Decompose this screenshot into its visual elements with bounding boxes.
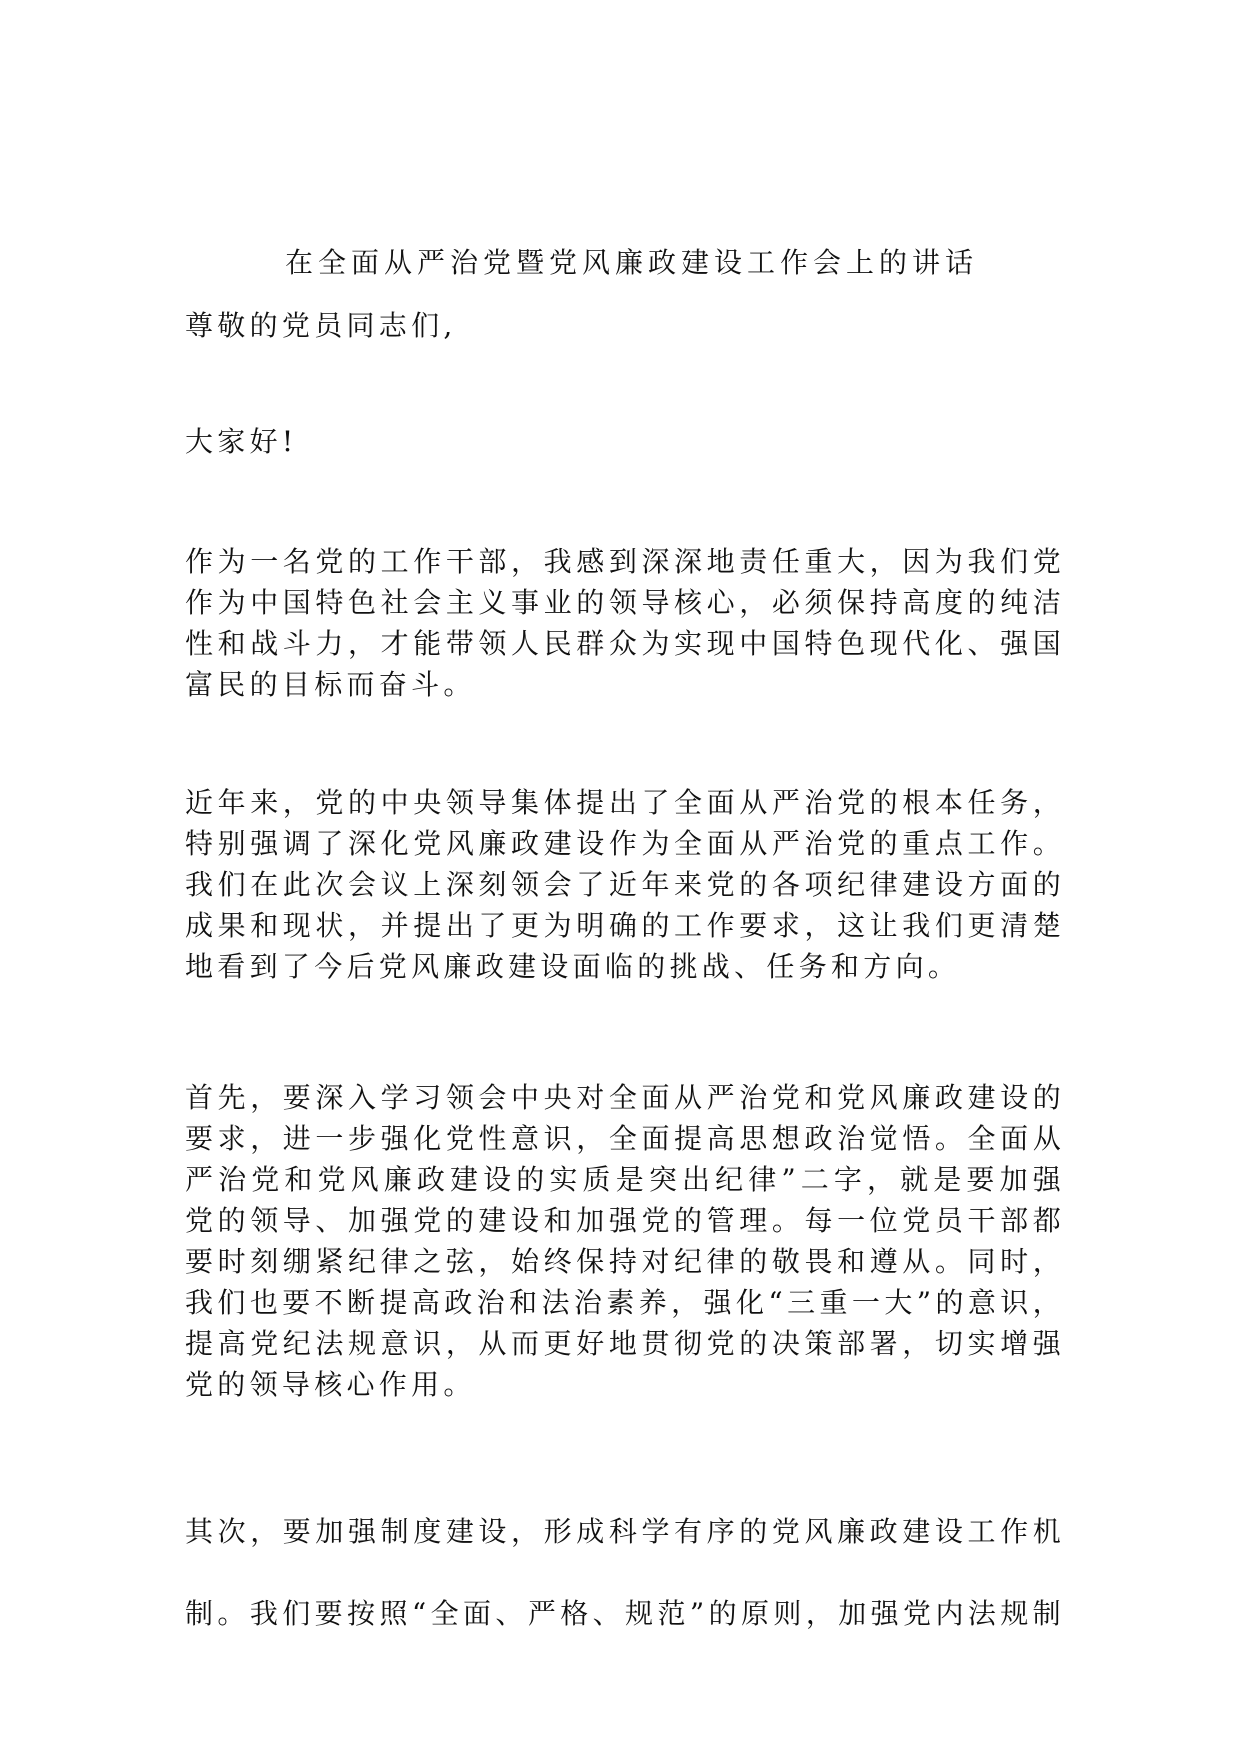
- paragraph-line: 党的领导核心作用。: [185, 1368, 476, 1401]
- paragraph-line: 富民的目标而奋斗。: [185, 668, 476, 701]
- paragraph-line: 作为中国特色社会主义事业的领导核心，必须保持高度的纯洁: [185, 586, 1065, 619]
- paragraph-1: [185, 541, 1065, 705]
- paragraph-line: 严治党和党风廉政建设的实质是突出纪律”二字，就是要加强: [185, 1163, 1065, 1196]
- paragraph-line: 近年来，党的中央领导集体提出了全面从严治党的根本任务，: [185, 786, 1065, 819]
- greeting-text: 尊敬的党员同志们,: [185, 309, 457, 342]
- paragraph-line: 其次，要加强制度建设，形成科学有序的党风廉政建设工作机: [185, 1515, 1065, 1548]
- paragraph-line: 性和战斗力，才能带领人民群众为实现中国特色现代化、强国: [185, 627, 1065, 660]
- paragraph-4: [185, 1491, 1065, 1655]
- paragraph-2: [185, 782, 1065, 987]
- document-title: 在全面从严治党暨党风廉政建设工作会上的讲话: [285, 246, 979, 279]
- paragraph-3: [185, 1077, 1065, 1405]
- paragraph-line: 制。我们要按照“全面、严格、规范”的原则，加强党内法规制: [185, 1597, 1065, 1630]
- paragraph-line: 党的领导、加强党的建设和加强党的管理。每一位党员干部都: [185, 1204, 1065, 1237]
- hello-line: [185, 421, 1065, 462]
- paragraph-line: 成果和现状，并提出了更为明确的工作要求，这让我们更清楚: [185, 909, 1065, 942]
- paragraph-line: 提高党纪法规意识，从而更好地贯彻党的决策部署，切实增强: [185, 1327, 1065, 1360]
- paragraph-line: 作为一名党的工作干部，我感到深深地责任重大，因为我们党: [185, 545, 1065, 578]
- paragraph-line: 地看到了今后党风廉政建设面临的挑战、任务和方向。: [185, 950, 961, 983]
- hello-text: 大家好!: [185, 425, 298, 458]
- paragraph-line: 我们也要不断提高政治和法治素养，强化“三重一大”的意识，: [185, 1286, 1065, 1319]
- paragraph-line: 要求，进一步强化党性意识，全面提高思想政治觉悟。全面从: [185, 1122, 1065, 1155]
- greeting-line: [185, 305, 1065, 346]
- paragraph-line: 我们在此次会议上深刻领会了近年来党的各项纪律建设方面的: [185, 868, 1065, 901]
- paragraph-line: 要时刻绷紧纪律之弦，始终保持对纪律的敬畏和遵从。同时，: [185, 1245, 1065, 1278]
- paragraph-line: 特别强调了深化党风廉政建设作为全面从严治党的重点工作。: [185, 827, 1065, 860]
- paragraph-line: 首先，要深入学习领会中央对全面从严治党和党风廉政建设的: [185, 1081, 1065, 1114]
